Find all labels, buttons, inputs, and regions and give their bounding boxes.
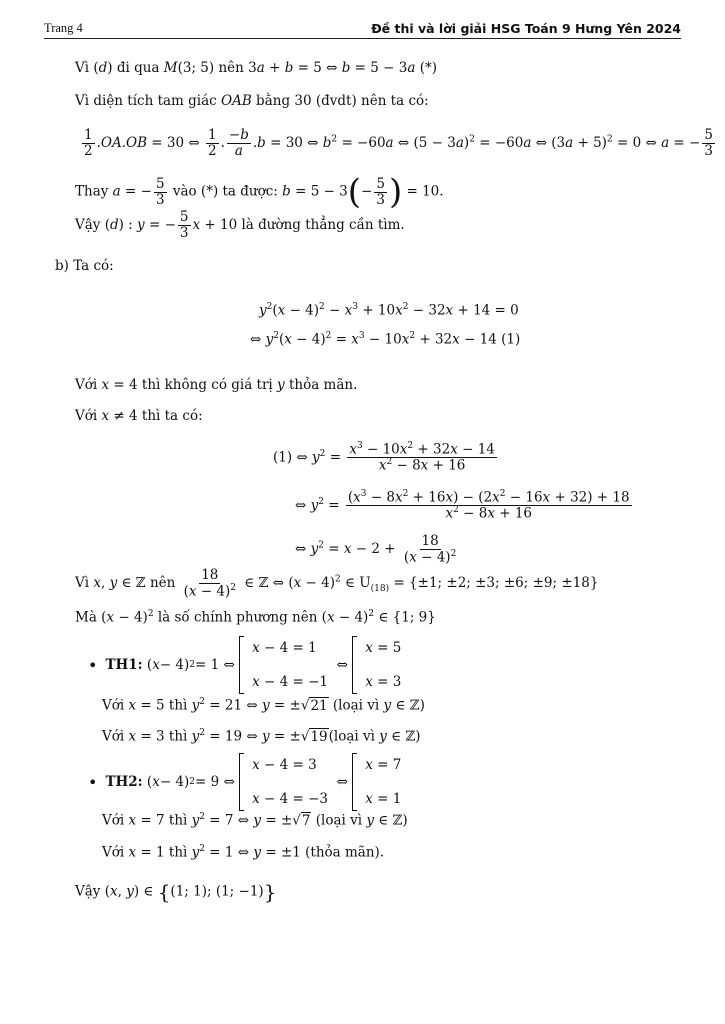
line-18: Với x = 3 thì $y^2 = 19$ ⇔ y = ±√19(loại vì y ∈ ℤ) [102,728,421,745]
line-15: Mà $(x - 4)^2$ là số chính phương nên $(x - 4)^2$ ∈ {1; 9} [75,609,436,626]
equation-2: ⇔ $y^2(x - 4)^2 = x^3 - 10x^2 + 32x - 14$ (1) [250,331,521,348]
line-3: $\frac{1}{2}$ .OA.OB = 30 ⇔ $\frac{1}{2}$ . $\frac{-b}{a}$ .b = 30 ⇔ $b^2 = -60a$ ⇔ $(5 - 3a)^2 = -60a$ ⇔ $(3a + 5)^2 = 0$ ⇔ a = − $\frac{5}{3}$ [84,127,713,159]
line-10: Với x ≠ 4 thì ta có: [75,408,203,424]
document-title: Đề thi và lời giải HSG Toán 9 Hưng Yên 2024 [371,21,681,36]
line-14: Vì x, y ∈ ℤ nên $\frac{18}{(x - 4)^2}$ ∈ ℤ ⇔ $(x - 4)^2$ ∈ $U_{(18)} = \{\pm 1$; ±2; ±3; ±6; ±9; ±18} [75,567,599,600]
equation-5: ⇔ $y^2 = x - 2$ + $\frac{18}{(x - 4)^2}$ [295,533,457,566]
line-5: Vậy (d) : y = − $\frac{5}{3}$ x + 10 là đường thẳng cần tìm. [75,209,405,241]
part-b-label: b) Ta có: [55,258,114,274]
case-2: • TH2: ( x − 4) 2 = 9 ⇔ x − 4 = 3 x − 4 = −3 ⇔ x = 7 x = 1 [88,753,401,811]
equation-3: (1) ⇔ $y^2$ = $\frac{x^3 - 10x^2 + 32x - 14}{x^2 - 8x + 16}$ [273,441,495,474]
header-divider [44,38,681,39]
line-9: Với x = 4 thì không có giá trị y thỏa mãn. [75,377,358,393]
line-2: Vì diện tích tam giác OAB bằng 30 (đvdt) nên ta có: [75,93,429,109]
line-21: Với x = 1 thì $y^2 = 1$ ⇔ y = ±1 (thỏa mãn). [102,844,385,861]
line-1: Vì (d) đi qua M(3; 5) nên 3a + b = 5 ⇔ b = 5 − 3a (*) [75,60,437,76]
conclusion: Vậy (x, y) ∈ {(1; 1); (1; −1)} [75,880,277,904]
page-number: Trang 4 [44,21,83,35]
line-17: Với x = 5 thì $y^2 = 21$ ⇔ y = ±√21 (loại vì y ∈ ℤ) [102,697,425,714]
line-20: Với x = 7 thì $y^2 = 7$ ⇔ y = ±√7 (loại vì y ∈ ℤ) [102,812,408,829]
case-1: • TH1: ( x − 4) 2 = 1 ⇔ x − 4 = 1 x − 4 = −1 ⇔ x = 5 x = 3 [88,636,401,694]
equation-1: $y^2(x - 4)^2 - x^3 + 10x^2 - 32x + 14 = 0$ [259,302,519,319]
line-4: Thay a = − $\frac{5}{3}$ vào (*) ta được: b = 5 − 3(− $\frac{5}{3}$ ) = 10. [75,172,444,212]
equation-4: ⇔ $y^2$ = $\frac{(x^3 - 8x^2 + 16x) - (2x^2 - 16x + 32) + 18}{x^2 - 8x + 16}$ [295,489,630,522]
